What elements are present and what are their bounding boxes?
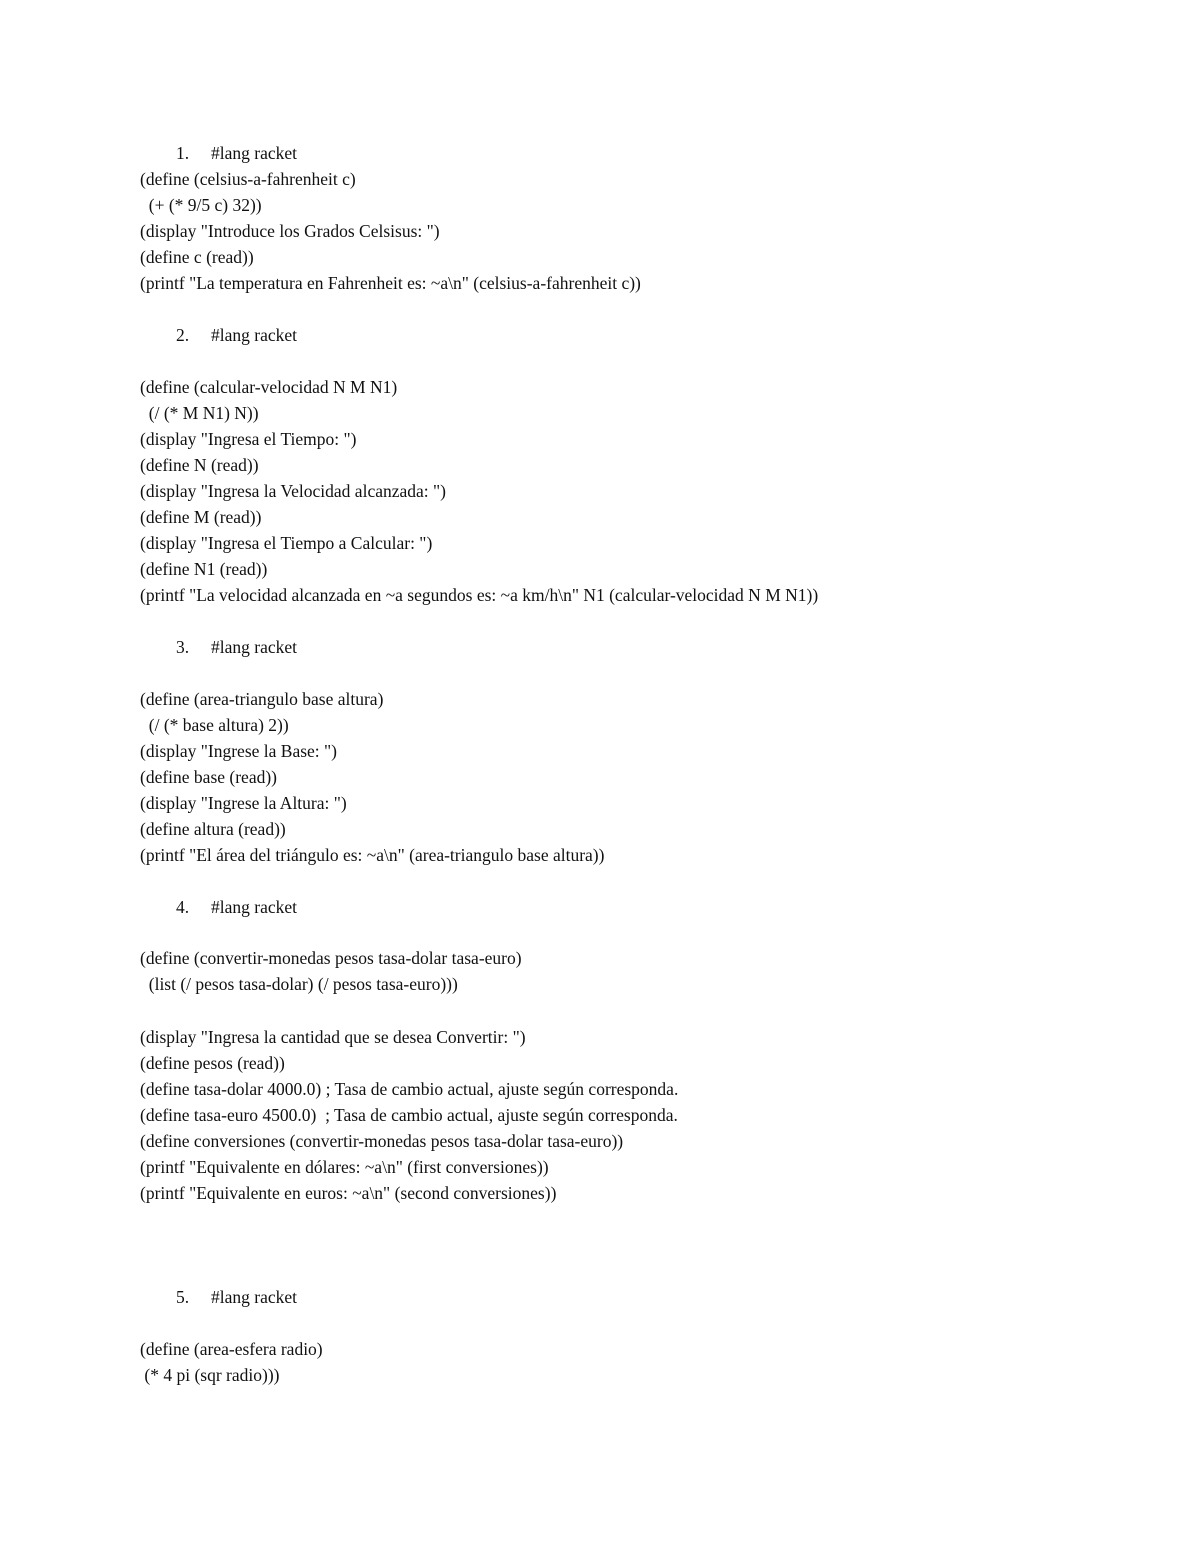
code-line: (/ (* M N1) N)) [140, 403, 259, 423]
code-line: (display "Ingresa el Tiempo: ") [140, 429, 357, 449]
section-1-heading [176, 143, 297, 163]
code-line: (/ (* base altura) 2)) [140, 715, 289, 735]
code-line: (define tasa-dolar 4000.0) ; Tasa de cambio actual, ajuste según corresponda. [140, 1079, 679, 1099]
code-line: (define c (read)) [140, 247, 254, 267]
code-line: (display "Ingresa la cantidad que se desea Convertir: ") [140, 1027, 526, 1047]
code-line: (display "Ingrese la Base: ") [140, 741, 338, 761]
code-line: (display "Ingresa el Tiempo a Calcular: ") [140, 533, 433, 553]
code-line: (printf "La velocidad alcanzada en ~a segundos es: ~a km/h\n" N1 (calcular-velocidad N M N1)) [140, 585, 819, 605]
section-5-number: 5. [176, 1287, 190, 1307]
code-line: (define altura (read)) [140, 819, 286, 839]
section-3-lang: #lang racket [211, 637, 297, 657]
section-2-number: 2. [176, 325, 190, 345]
code-line: (define (convertir-monedas pesos tasa-dolar tasa-euro) [140, 948, 522, 968]
code-line: (display "Introduce los Grados Celsisus: ") [140, 221, 440, 241]
section-4-heading [176, 897, 297, 917]
code-line: (define base (read)) [140, 767, 277, 787]
section-2-heading [176, 325, 297, 345]
code-line: (* 4 pi (sqr radio))) [140, 1365, 280, 1385]
section-1-number: 1. [176, 143, 190, 163]
section-4-number: 4. [176, 897, 190, 917]
code-line: (printf "El área del triángulo es: ~a\n" (area-triangulo base altura)) [140, 845, 605, 865]
code-line: (list (/ pesos tasa-dolar) (/ pesos tasa-euro))) [140, 974, 458, 994]
code-line: (printf "La temperatura en Fahrenheit es: ~a\n" (celsius-a-fahrenheit c)) [140, 273, 641, 293]
code-line: (define (area-esfera radio) [140, 1339, 323, 1359]
section-3-number: 3. [176, 637, 190, 657]
section-1-lang: #lang racket [211, 143, 297, 163]
code-line: (+ (* 9/5 c) 32)) [140, 195, 262, 215]
code-line: (define conversiones (convertir-monedas pesos tasa-dolar tasa-euro)) [140, 1131, 624, 1151]
code-line: (define (calcular-velocidad N M N1) [140, 377, 398, 397]
section-2-lang: #lang racket [211, 325, 297, 345]
code-line: (define N (read)) [140, 455, 259, 475]
code-line: (define M (read)) [140, 507, 262, 527]
section-5-heading [176, 1287, 297, 1307]
code-line: (display "Ingresa la Velocidad alcanzada: ") [140, 481, 446, 501]
section-4-lang: #lang racket [211, 897, 297, 917]
code-line: (printf "Equivalente en euros: ~a\n" (second conversiones)) [140, 1183, 557, 1203]
code-line: (define (celsius-a-fahrenheit c) [140, 169, 356, 189]
code-line: (display "Ingrese la Altura: ") [140, 793, 347, 813]
code-line: (define (area-triangulo base altura) [140, 689, 384, 709]
section-5-lang: #lang racket [211, 1287, 297, 1307]
code-line: (define tasa-euro 4500.0) ; Tasa de cambio actual, ajuste según corresponda. [140, 1105, 678, 1125]
code-line: (define N1 (read)) [140, 559, 268, 579]
code-line: (define pesos (read)) [140, 1053, 285, 1073]
code-line: (printf "Equivalente en dólares: ~a\n" (first conversiones)) [140, 1157, 549, 1177]
section-3-heading [176, 637, 297, 657]
